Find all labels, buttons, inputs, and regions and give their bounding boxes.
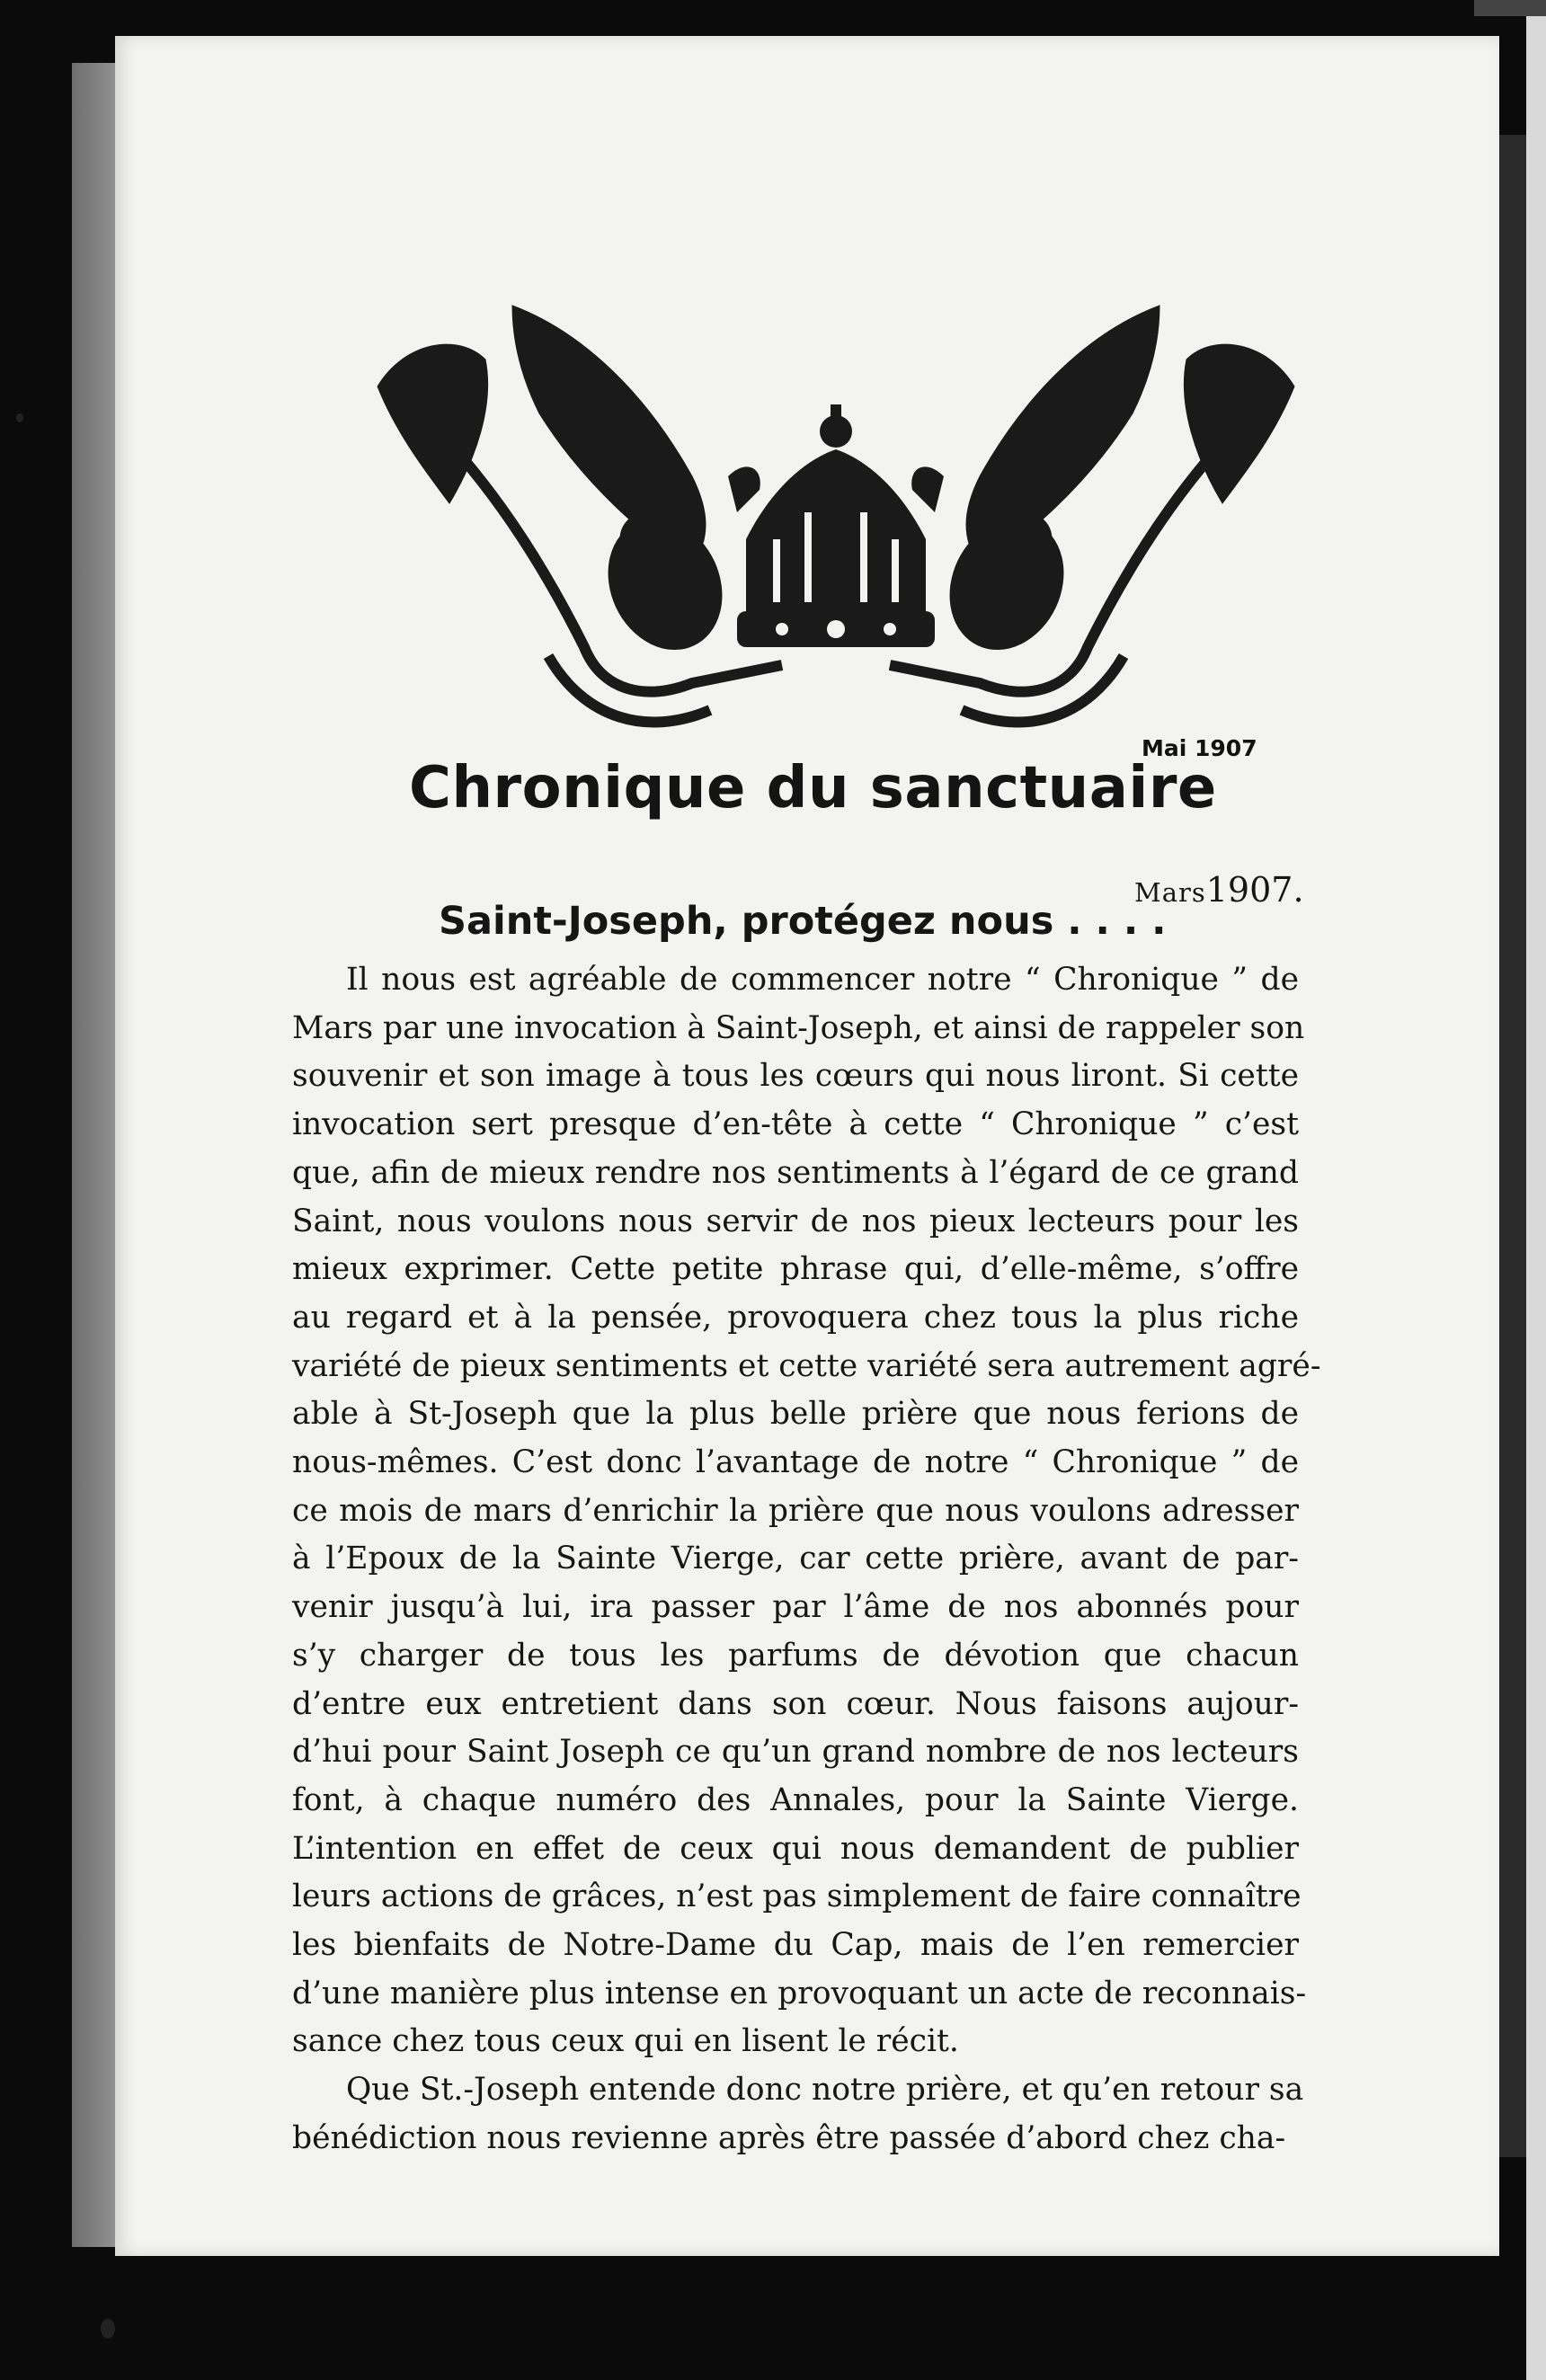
corner-mark (1474, 0, 1546, 16)
body-line: d’une manière plus intense en provoquant un acte de reconnais- (292, 1975, 1307, 2011)
body-line: bénédiction nous revienne après être passée d’abord chez cha- (292, 2119, 1286, 2156)
body-line: Mars par une invocation à Saint-Joseph, et ainsi de rappeler son (292, 1009, 1305, 1046)
right-background-strip (1526, 0, 1546, 2380)
body-line: Saint, nous voulons nous servir de nos pieux lecteurs pour les (292, 1203, 1299, 1239)
body-line: ce mois de mars d’enrichir la prière que nous voulons adresser (292, 1492, 1299, 1529)
section-date-month: Mars (1134, 877, 1206, 908)
body-line: sance chez tous ceux qui en lisent le récit. (292, 2023, 959, 2060)
body-line: les bienfaits de Notre-Dame du Cap, mais de l’en remercier (292, 1927, 1299, 1964)
body-line: que, afin de mieux rendre nos sentiments à l’égard de ce grand (292, 1154, 1299, 1191)
issue-date: Mai 1907 (1142, 735, 1257, 761)
angels-with-crown-icon (351, 270, 1321, 773)
body-line: d’hui pour Saint Joseph ce qu’un grand nombre de nos lecteurs (292, 1734, 1299, 1771)
section-date-year: 1907. (1205, 870, 1304, 910)
body-line: font, à chaque numéro des Annales, pour la Sainte Vierge. (292, 1781, 1299, 1818)
body-line: venir jusqu’à lui, ira passer par l’âme de nos abonnés pour (292, 1589, 1299, 1626)
body-line: L’intention en effet de ceux qui nous demandent de publier (292, 1830, 1299, 1867)
body-line: variété de pieux sentiments et cette variété sera autrement agré- (292, 1347, 1321, 1384)
body-line: mieux exprimer. Cette petite phrase qui, d’elle-même, s’offre (292, 1251, 1299, 1288)
article-body (292, 956, 1321, 2163)
body-line: au regard et à la pensée, provoquera chez tous la plus riche (292, 1299, 1299, 1336)
scan-speck (16, 413, 23, 422)
crown-icon (737, 404, 935, 647)
body-line: able à St-Joseph que la plus belle prière que nous ferions de (292, 1396, 1299, 1433)
body-line: à l’Epoux de la Sainte Vierge, car cette prière, avant de par- (292, 1541, 1299, 1577)
page-title: Chronique du sanctuaire (409, 755, 1217, 821)
scan-speck (101, 2319, 115, 2339)
body-line: nous-mêmes. C’est donc l’avantage de notre “ Chronique ” de (292, 1444, 1299, 1481)
body-line: s’y charger de tous les parfums de dévotion que chacun (292, 1637, 1299, 1674)
body-line: Que St.-Joseph entende donc notre prière, et qu’en retour sa (346, 2072, 1304, 2109)
body-line: Il nous est agréable de commencer notre “ Chronique ” de (346, 962, 1299, 998)
section-heading: Saint-Joseph, protégez nous . . . . (439, 899, 1167, 944)
body-line: invocation sert presque d’en-tête à cette “ Chronique ” c’est (292, 1106, 1299, 1143)
body-line: leurs actions de grâces, n’est pas simplement de faire connaître (292, 1878, 1302, 1915)
right-page-edge (1499, 135, 1526, 2157)
body-line: souvenir et son image à tous les cœurs qui nous liront. Si cette (292, 1058, 1299, 1095)
body-line: d’entre eux entretient dans son cœur. Nous faisons aujour- (292, 1685, 1299, 1722)
